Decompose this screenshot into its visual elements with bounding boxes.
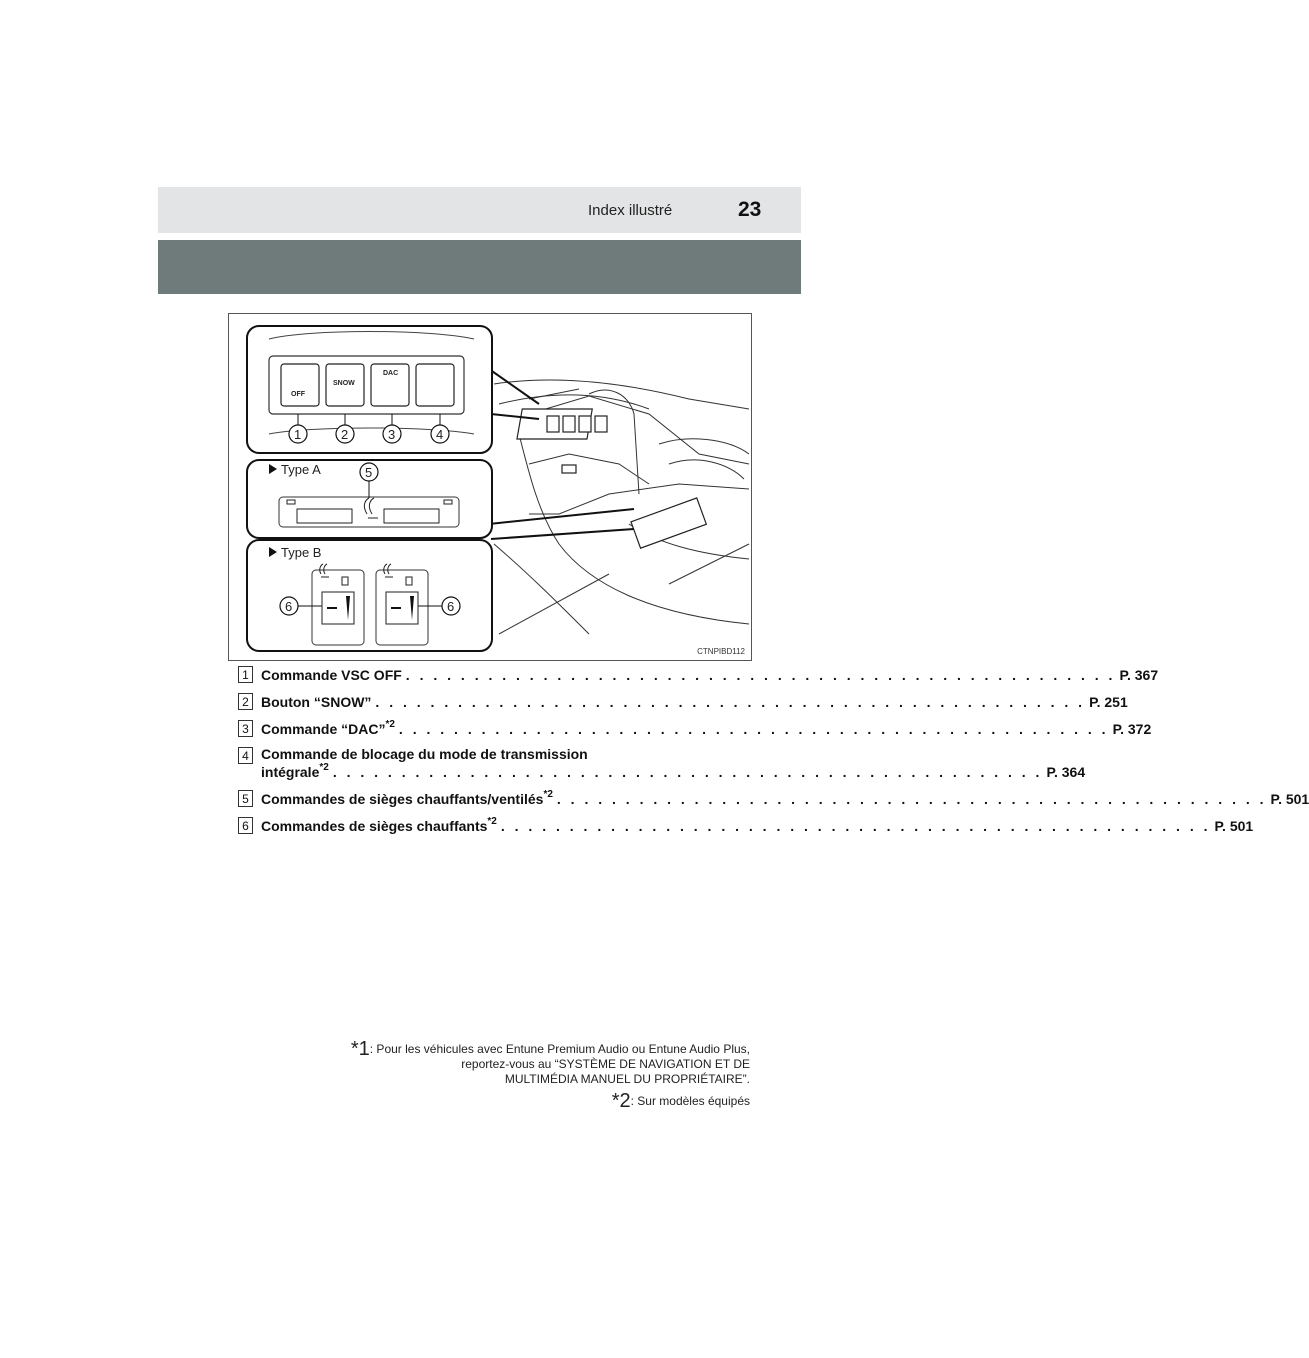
footnote-ref: *2 bbox=[487, 816, 497, 827]
button-label-off: OFF bbox=[291, 391, 305, 398]
item-page-ref[interactable]: P. 251 bbox=[1089, 694, 1128, 710]
illustration-figure bbox=[228, 313, 752, 661]
type-b-label: Type B bbox=[281, 545, 322, 560]
section-title: Index illustré bbox=[588, 202, 673, 219]
callout-6-right: 6 bbox=[447, 599, 455, 614]
item-number: 3 bbox=[238, 720, 253, 737]
item-number: 1 bbox=[238, 666, 253, 683]
item-label: Commandes de sièges chauffants/ventilés$^{*2}$ bbox=[261, 789, 553, 807]
item-page-ref[interactable]: P. 372 bbox=[1112, 721, 1152, 737]
footnote-ref: *2 bbox=[385, 719, 395, 730]
button-label-snow: SNOW bbox=[333, 380, 355, 387]
list-item bbox=[238, 816, 1254, 834]
item-number: 5 bbox=[238, 790, 253, 807]
footnote-text: : Pour les véhicules avec Entune Premium Audio ou Entune Audio Plus, bbox=[369, 1042, 750, 1056]
item-page-ref[interactable]: P. 364 bbox=[1046, 764, 1086, 780]
footnote-2 bbox=[611, 1090, 750, 1112]
callout-6-left: 6 bbox=[285, 599, 293, 614]
item-number: 2 bbox=[238, 693, 253, 710]
leader-dots: . . . . . . . . . . . . . . . . . . . . . . . . . . . . . . . . . . . . . . . . . . . . . . . . . . . . bbox=[405, 667, 1116, 683]
item-label: Bouton “SNOW” bbox=[261, 694, 372, 710]
list-item bbox=[238, 665, 1159, 683]
leader-dots: . . . . . . . . . . . . . . . . . . . . . . . . . . . . . . . . . . . . . . . . . . . . . . . . . . . . bbox=[500, 818, 1211, 834]
footnote-mark: *2 bbox=[611, 1090, 631, 1112]
list-item bbox=[238, 789, 1309, 807]
console-illustration bbox=[229, 314, 751, 660]
leader-dots: . . . . . . . . . . . . . . . . . . . . . . . . . . . . . . . . . . . . . . . . . . . . . . . . . . . . bbox=[556, 791, 1267, 807]
footnote-1 bbox=[350, 1038, 750, 1087]
button-label-dac: DAC bbox=[383, 370, 399, 377]
callout-2: 2 bbox=[341, 427, 349, 442]
callout-4: 4 bbox=[436, 427, 444, 442]
footnote-ref: *2 bbox=[543, 789, 553, 800]
leader-dots: . . . . . . . . . . . . . . . . . . . . . . . . . . . . . . . . . . . . . . . . . . . . . . . . . . . . bbox=[375, 694, 1086, 710]
footnote-text: MULTIMÉDIA MANUEL DU PROPRIÉTAIRE”. bbox=[504, 1072, 750, 1086]
item-page-ref[interactable]: P. 501 bbox=[1214, 818, 1254, 834]
item-label: Commandes de sièges chauffants$^{*2}$ bbox=[261, 816, 497, 834]
item-number: 4 bbox=[238, 747, 253, 764]
footnote-mark: *1 bbox=[350, 1038, 370, 1060]
leader-dots: . . . . . . . . . . . . . . . . . . . . . . . . . . . . . . . . . . . . . . . . . . . . . . . . . . . . bbox=[398, 721, 1109, 737]
item-list bbox=[238, 665, 1309, 843]
list-item bbox=[238, 746, 1086, 780]
header-band bbox=[158, 240, 801, 294]
header-bar bbox=[158, 187, 801, 233]
list-item bbox=[238, 692, 1128, 710]
item-page-ref[interactable]: P. 367 bbox=[1119, 667, 1159, 683]
leader-dots: . . . . . . . . . . . . . . . . . . . . . . . . . . . . . . . . . . . . . . . . . . . . . . . . . . . . bbox=[332, 764, 1043, 780]
figure-code: CTNPIBD112 bbox=[697, 647, 745, 656]
callout-5: 5 bbox=[365, 465, 373, 480]
callout-3: 3 bbox=[388, 427, 396, 442]
footnote-text: reportez-vous au “SYSTÈME DE NAVIGATION ET DE bbox=[461, 1057, 750, 1071]
list-item bbox=[238, 719, 1152, 737]
item-label: intégrale$^{*2}$ bbox=[261, 762, 329, 780]
footnote-ref: *2 bbox=[319, 762, 329, 773]
item-label: Commande “DAC”$^{*2}$ bbox=[261, 719, 395, 737]
callout-1: 1 bbox=[294, 427, 302, 442]
footnote-text: : Sur modèles équipés bbox=[630, 1094, 750, 1108]
item-page-ref[interactable]: P. 501 bbox=[1270, 791, 1309, 807]
item-label-line1: Commande de blocage du mode de transmission bbox=[261, 746, 588, 762]
item-label: Commande VSC OFF bbox=[261, 667, 402, 683]
item-number: 6 bbox=[238, 817, 253, 834]
type-a-label: Type A bbox=[281, 462, 321, 477]
page-number: 23 bbox=[738, 198, 762, 221]
